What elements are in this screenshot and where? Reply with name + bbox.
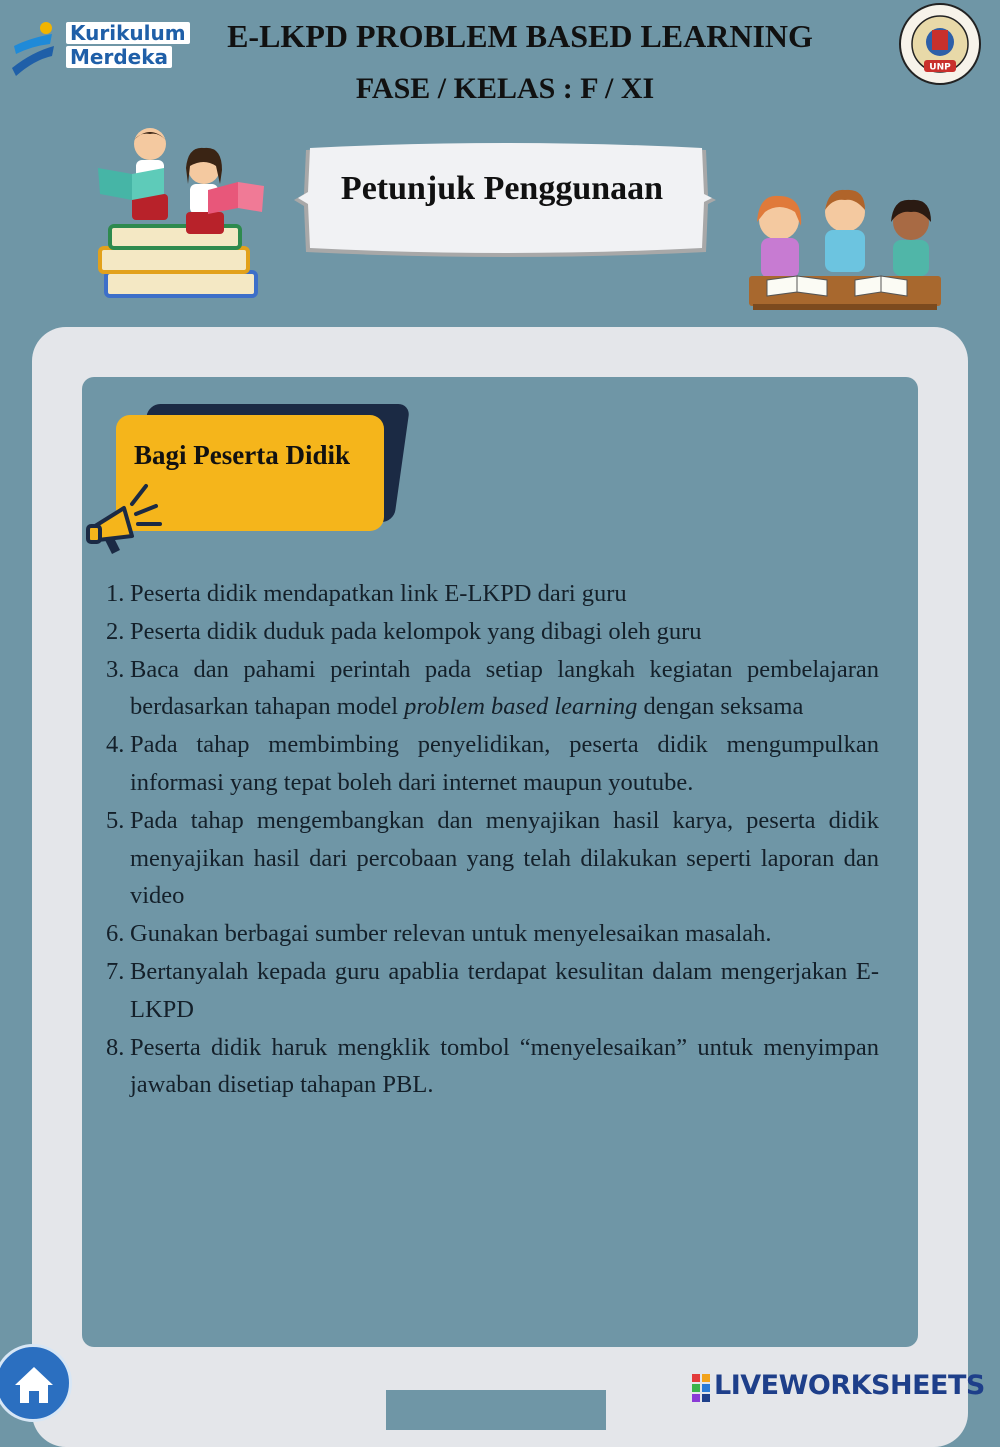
instruction-list	[106, 575, 879, 1104]
section-title: Bagi Peserta Didik	[134, 440, 350, 470]
logo-line2: Merdeka	[66, 46, 172, 68]
banner-title: Petunjuk Penggunaan	[340, 170, 664, 207]
list-item: 1. Peserta didik mendapatkan link E-LKPD dari guru	[106, 580, 627, 607]
list-item: 8. Peserta didik haruk mengklik tombol “menyelesaikan” untuk menyimpan jawaban disetiap tahapan PBL.	[106, 1033, 879, 1099]
kurikulum-merdeka-logo	[8, 16, 188, 86]
list-item: 6. Gunakan berbagai sumber relevan untuk menyelesaikan masalah.	[106, 920, 772, 948]
home-button[interactable]	[0, 1344, 72, 1422]
kurikulum-merdeka-icon	[8, 16, 64, 86]
list-item: 2. Peserta didik duduk pada kelompok yang dibagi oleh guru	[106, 617, 702, 645]
logo-line1: Kurikulum	[66, 22, 190, 44]
page-title: E-LKPD PROBLEM BASED LEARNING	[227, 18, 813, 54]
page-subtitle: FASE / KELAS : F / XI	[355, 72, 655, 105]
megaphone-icon	[84, 474, 174, 558]
home-icon	[0, 1347, 69, 1419]
list-item: 7. Bertanyalah kepada guru apablia terdapat kesulitan dalam mengerjakan E-LKPD	[106, 957, 879, 1023]
frame-notch	[386, 1390, 606, 1430]
unp-seal-logo	[898, 2, 982, 86]
list-item: 5. Pada tahap mengembangkan dan menyajikan hasil karya, peserta didik menyajikan hasil dari percobaan yang telah dilakukan seperti laporan dan video	[106, 806, 879, 910]
students-discussing-illustration	[745, 182, 945, 314]
liveworksheets-brand: LIVEWORKSHEETS	[714, 1370, 985, 1401]
list-item: 3. Baca dan pahami perintah pada setiap langkah kegiatan pembelajaran berdasarkan tahapan model problem based learning dengan seksama	[106, 655, 879, 721]
seal-abbr: UNP	[929, 62, 951, 73]
liveworksheets-logo-mark	[692, 1372, 712, 1406]
students-reading-illustration	[92, 120, 267, 305]
list-item: 4. Pada tahap membimbing penyelidikan, peserta didik mengumpulkan informasi yang tepat boleh dari internet maupun youtube.	[106, 731, 879, 796]
